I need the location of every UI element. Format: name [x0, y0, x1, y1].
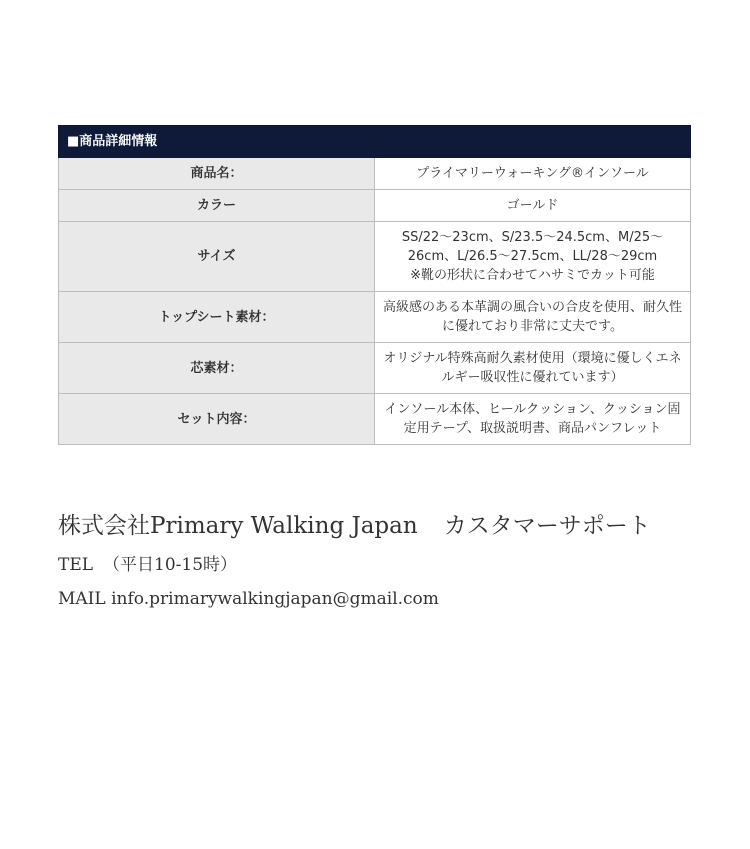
tel-hours: （平日10-15時）	[103, 555, 238, 575]
table-row	[59, 394, 691, 445]
table-row	[59, 292, 691, 343]
row-value-color: ゴールド	[375, 190, 691, 222]
table-header: ■商品詳細情報	[59, 126, 691, 158]
support-department: カスタマーサポート	[443, 513, 651, 539]
mail-line	[58, 584, 718, 614]
row-value-top-sheet: 高級感のある本革調の風合いの合皮を使用、耐久性に優れており非常に丈夫です。	[375, 292, 691, 343]
row-label-product-name: 商品名：	[59, 158, 375, 190]
support-title	[58, 508, 718, 544]
row-label-size: サイズ	[59, 222, 375, 292]
mail-address[interactable]: info.primarywalkingjapan@gmail.com	[111, 589, 439, 609]
row-label-color: カラー	[59, 190, 375, 222]
tel-line	[58, 550, 718, 580]
row-value-core: オリジナル特殊高耐久素材使用（環境に優しくエネルギー吸収性に優れています）	[375, 343, 691, 394]
table-row	[59, 158, 691, 190]
row-label-set-contents: セット内容：	[59, 394, 375, 445]
customer-support-section	[58, 508, 718, 618]
mail-label: MAIL	[58, 589, 106, 609]
table-row	[59, 190, 691, 222]
table-row	[59, 222, 691, 292]
row-value-size: SS/22～23cm、S/23.5～24.5cm、M/25～26cm、L/26.5～27.5cm、LL/28～29cm ※靴の形状に合わせてハサミでカット可能	[375, 222, 691, 292]
row-label-core: 芯素材：	[59, 343, 375, 394]
tel-label: TEL	[58, 555, 94, 575]
row-value-set-contents: インソール本体、ヒールクッション、クッション固定用テープ、取扱説明書、商品パンフレット	[375, 394, 691, 445]
table-row	[59, 343, 691, 394]
company-name: 株式会社Primary Walking Japan	[58, 513, 418, 539]
row-value-product-name: プライマリーウォーキング®インソール	[375, 158, 691, 190]
row-label-top-sheet: トップシート素材：	[59, 292, 375, 343]
product-details-table	[58, 125, 691, 445]
